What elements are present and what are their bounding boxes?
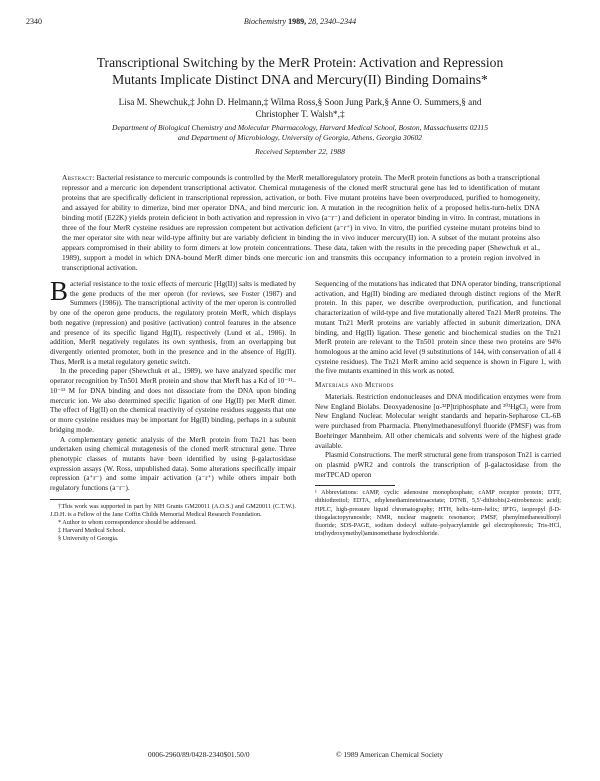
authors-line-2: Christopher T. Walsh*,‡ <box>255 109 345 119</box>
footnotes <box>50 503 296 543</box>
materials-paragraph: Materials. Restriction endonucleases and DNA modification enzymes were from New England Biolabs. Deoxyadenosine [α-³²P]triphosphate and ²⁰³HgCl₂ were from New England Nuclear. Molecular weight standards and heparin-Sepharose CL-6B were purchased from Pharmacia. Phenylmethanesulfonyl fluoride (PMSF) was from Boehringer Mannheim. All other chemicals and solvents were of the highest grade available. <box>315 392 561 450</box>
received-date: Received September 22, 1988 <box>255 147 345 156</box>
footnote-correspondence: * Author to whom correspondence should be addressed. <box>58 519 197 526</box>
article-title <box>36 54 564 88</box>
abbreviations-footnote <box>315 489 561 538</box>
body-paragraph-1: Sequencing of the mutations has indicated that DNA operator binding, transcriptional activation, and Hg(II) binding are mediated through distinct regions of the MerR protein. In this paper, we describe overproduction, purification, and functional characterization of wild-type and five mutationally altered Tn21 MerR proteins. The mutant Tn21 MerR proteins are variably affected in subunit dimerization, DNA binding, and Hg(II) ligation. These genetic and biochemical studies on the Tn21 MerR protein are relevant to the Tn501 protein since these two proteins are 94% homologous at the amino acid level (9 substitutions of 144, with conservation of all 4 cysteine residues). The Tn21 MerR amino acid sequence is shown in Figure 1, with the five mutants examined in this work as noted. <box>315 280 561 376</box>
authors-line-1: Lisa M. Shewchuk,‡ John D. Helmann,‡ Wilma Ross,§ Soon Jung Park,§ Anne O. Summers,§ and <box>118 97 482 107</box>
plasmid-paragraph: Plasmid Constructions. The merR structural gene from transposon Tn21 is carried on plasmid pWR2 and controls the transcription of β-galactosidase from the merTPCAD operon <box>315 451 561 479</box>
abbreviations-text: ¹ Abbreviations: cAMP, cyclic adenosine monophosphate; cAMP receptor protein; DTT, dithiothreitol; EDTA, ethylenediaminetetraacetate; DTNB, 5,5′-dithiobis(2-nitrobenzoic acid); HPLC, high-pressure liquid chromatography; HTH, helix–turn–helix; IPTG, isopropyl β-D-thiogalactopyranoside; NMR, nuclear magnetic resonance; PMSF, phenylmethanesulfonyl fluoride; SDS-PAGE, sodium dodecyl sulfate–polyacrylamide gel electrophoresis; Tris-HCl, tris(hydroxymethyl)aminomethane hydrochloride. <box>315 489 561 537</box>
intro-paragraph-2: In the preceding paper (Shewchuk et al., 1989), we have analyzed specific mer operator recognition by Tn501 MerR protein and show that MerR has a Kd of 10⁻¹¹–10⁻¹² M for DNA binding and does not dissociate from the DNA upon binding mercuric ion. We also determined specific ligation of one Hg(II) per MerR dimer. The effect of Hg(II) on the chemical reactivity of cysteine residues suggests that one or more cysteine residues may be important for Hg(II) binding, perhaps in a subunit bridging mode. <box>50 367 296 434</box>
abstract-label: Abstract: <box>62 173 95 182</box>
footer-code: 0006-2960/89/0428-2340$01.50/0 <box>148 750 250 759</box>
footnote-harvard: ‡ Harvard Medical School. <box>58 527 126 535</box>
intro-paragraph-3: A complementary genetic analysis of the MerR protein from Tn21 has been undertaken using chemical mutagenesis of the cloned merR structural gene. Three phenotypic classes of mutants have been identified by using β-galactosidase expression assays (W. Ross, unpublished data). Some alterations specifically impair repression (a⁺r⁻) and some impair activation (a⁻r⁺) while others impair both regulatory functions (a⁻r⁻). <box>50 435 296 493</box>
page-number: 2340 <box>26 17 42 26</box>
intro-paragraph-1 <box>50 276 296 367</box>
abbreviation-divider <box>315 485 395 486</box>
affiliations <box>46 123 554 143</box>
footnote-funding: †This work was supported in part by NIH Grants GM20011 (A.O.S.) and GM20011 (C.T.W.). J.D.H. is a Fellow of the Jane Coffin Childs Memorial Medical Research Foundation. <box>50 502 296 518</box>
left-column <box>50 276 296 543</box>
footnote-georgia: § University of Georgia. <box>58 535 119 543</box>
footnote-divider <box>50 499 130 500</box>
abstract <box>62 173 540 273</box>
drop-cap: B <box>50 276 69 306</box>
section-heading: Materials and Methods <box>315 381 394 390</box>
title-line-1: Transcriptional Switching by the MerR Protein: Activation and Repression <box>96 55 504 70</box>
affiliation-line-1: Department of Biological Chemistry and Molecular Pharmacology, Harvard Medical School, Boston, Massachusetts 02115 <box>111 123 489 132</box>
title-line-2: Mutants Implicate Distinct DNA and Mercury(II) Binding Domains* <box>112 72 488 87</box>
journal-name: Biochemistry <box>243 17 287 26</box>
author-list <box>40 96 560 120</box>
abstract-text: Bacterial resistance to mercuric compounds is controlled by the MerR metalloregulatory protein. The MerR protein functions as both a transcriptional repressor and a mercuric ion dependent transcriptional activator. Chemical mutagenesis of the cloned merR structural gene has led to identification of mutant proteins that are specifically deficient in transcriptional repression, activation, or both. Five mutant proteins have been overproduced, purified to homogeneity, and assayed for ability to dimerize, bind mer operator DNA, and bind mercuric ion. A mutation in the recognition helix of a proposed helix-turn-helix DNA binding motif (E22K) yields protein deficient in both activation and repression in vivo (a⁻r⁻) and deficient in operator binding in vitro. In contrast, mutations in three of the four MerR cysteine residues are repression competent but activation deficient (a⁻r⁺) in vivo. In vitro, the purified cysteine mutant proteins bind to the mer operator site with near wild-type affinity but are variably deficient in binding the in vivo inducer mercury(II) ion. A subset of the mutant proteins also appears compromised in their ability to form dimers at low protein concentrations. These data, taken with the results in the preceding paper (Shewchuk et al., 1989), support a model in which DNA-bound MerR dimer binds one mercuric ion and transmits this occupancy information to a protein region involved in transcriptional activation. <box>62 173 540 272</box>
footer-copyright: © 1989 American Chemical Society <box>336 750 444 759</box>
intro-paragraph-1-text: acterial resistance to the toxic effects of mercuric [Hg(II)] salts is mediated by the gene products of the mer operon (for reviews, see Foster (1987) and Summers (1986)). The transcriptional activity of the mer operon is controlled by one of the operon gene products, the regulatory protein MerR, which displays both negative (repression) and positive (activation) control features in the absence and presence of its specific ligand Hg(II), respectively (Lund et al., 1986). In addition, MerR negatively regulates its own synthesis, from an overlapping but divergently oriented promoter, both in the presence and in the absence of Hg(II). Thus, MerR is a metal regulatory genetic switch. <box>50 280 296 366</box>
affiliation-line-2: and Department of Microbiology, University of Georgia, Athens, Georgia 30602 <box>177 133 423 142</box>
journal-year: 1989, <box>288 17 307 26</box>
journal-volume-pages: 28, 2340–2344 <box>308 17 357 26</box>
right-column <box>315 280 561 538</box>
journal-citation <box>26 17 574 26</box>
